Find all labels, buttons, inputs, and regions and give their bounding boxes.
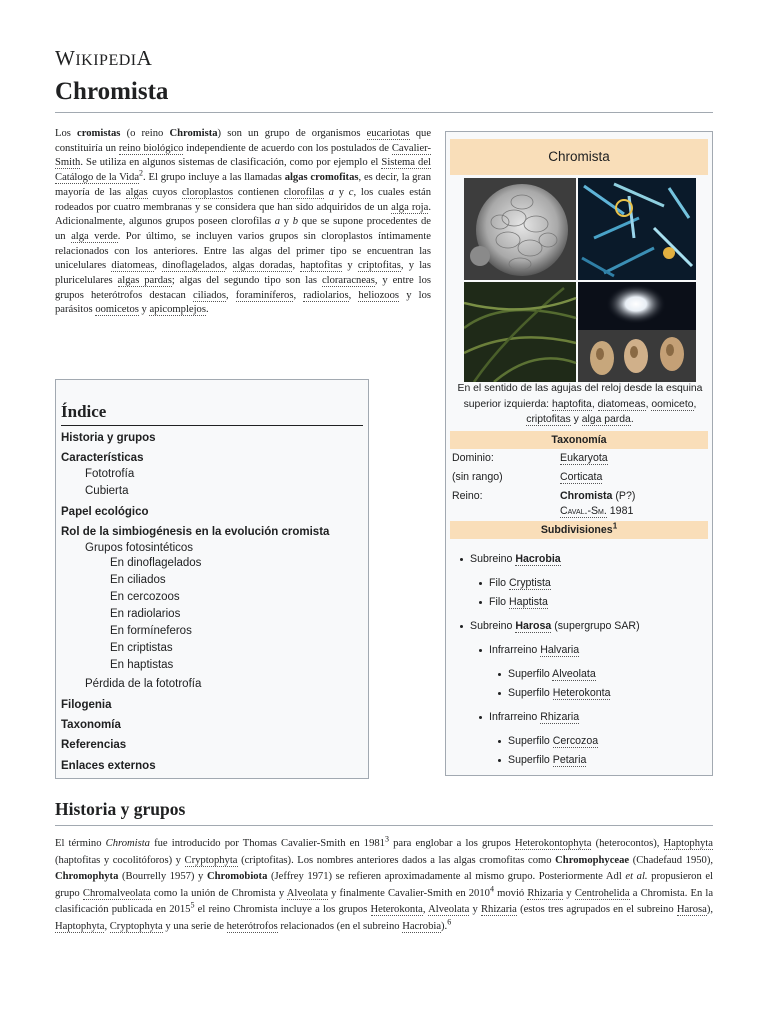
list-item: Subreino Harosa (supergrupo SAR) Infrarreino Halvaria Superfilo Alveolata Superfilo Heterokonta Infrarreino Rhizaria Superfilo Cercozoa Superfilo Petaria: [470, 617, 706, 770]
link-harosa[interactable]: Harosa: [515, 620, 552, 632]
toc-item[interactable]: En formíneferos: [110, 625, 192, 637]
toc-item[interactable]: En ciliados: [110, 574, 166, 586]
list-item: Infrarreino Halvaria Superfilo Alveolata Superfilo Heterokonta: [489, 641, 706, 703]
section-divider: [55, 825, 713, 826]
chromista-collage-image[interactable]: [464, 178, 696, 382]
link-alveolata-hist2[interactable]: Alveolata: [428, 904, 470, 916]
caption-link-diatomeas[interactable]: diatomeas: [597, 398, 646, 410]
toc-item[interactable]: Taxonomía: [61, 719, 121, 731]
list-item: Filo Haptista: [489, 593, 706, 612]
title-divider: [55, 112, 713, 113]
taxobox: [445, 131, 713, 776]
link-harosa-hist[interactable]: Harosa: [676, 904, 707, 916]
toc-item[interactable]: Enlaces externos: [61, 760, 156, 772]
link-criptofitas[interactable]: criptofitas: [357, 260, 401, 272]
toc-item[interactable]: En radiolarios: [110, 608, 181, 620]
link-clorofilas[interactable]: clorofilas: [283, 186, 324, 198]
toc-item[interactable]: Rol de la simbiogénesis en la evolución cromista: [61, 526, 330, 538]
list-item: Filo Cryptista: [489, 574, 706, 593]
caption-link-alga-parda[interactable]: alga parda: [581, 414, 631, 426]
link-heliozoos[interactable]: heliozoos: [358, 289, 400, 301]
subdivisiones-header: Subdivisiones$^1$: [450, 521, 708, 539]
ref-6[interactable]: 6: [447, 917, 452, 927]
link-cavalier-smith[interactable]: Cavalier-Smith: [55, 142, 432, 169]
toc-item[interactable]: Papel ecológico: [61, 506, 149, 518]
link-alveolata-hist[interactable]: Alveolata: [286, 887, 328, 899]
link-heterokonta[interactable]: Heterokonta: [552, 687, 611, 699]
history-paragraph: El término Chromista fue introducido por Thomas Cavalier-Smith en 1981$^3$ para englobar a los grupos Heterokontophyta (heterocontos), Haptophyta (haptofitas y cocolitóforos) y Cryptophyta (criptofitas). Los nombres anteriores dados a las algas cromofitas como Chromophyceae (Chadefaud 1950), Chromophyta (Bourrelly 1957) y Chromobiota (Jeffrey 1971) se refieren aproximadamente al mismo grupo. Posteriormente Adl et al. propusieron el grupo Chromalveolata como la unión de Chromista y Alveolata y finalmente Cavalier-Smith en 2010$^4$ movió Rhizaria y Centrohelida a Chromista. En la clasificación publicada en 2015$^5$ el reino Chromista incluye a los grupos Heterokonta, Alveolata y Rhizaria (estos tres agrupados en el subreino Harosa), Haptophyta, Cryptophyta y una serie de heterótrofos relacionados (en el subreino Hacrobia).$^6$: [55, 834, 714, 932]
toc-title: Índice: [61, 402, 107, 421]
reino-authority: Caval.-Sm. 1981: [560, 505, 634, 517]
toc-item[interactable]: Historia y grupos: [61, 432, 156, 444]
intro-paragraph: Los cromistas (o reino Chromista) son un grupo de organismos eucariotas que constituiría un reino biológico independiente de acuerdo con los postulados de Cavalier-Smith. Se utiliza en algunos sistemas de clasificación, como por ejemplo el Sistema del Catálogo de la Vida$^2$. El grupo incluye a las llamadas algas cromofitas, es decir, la gran mayoría de las algas cuyos cloroplastos contienen clorofilas a y c, los cuales están rodeados por cuatro membranas y se considera que han sido adquiridos de un alga roja. Adicionalmente, algunos grupos poseen clorofilas a y b que se supone procedentes de un alga verde. Por último, se incluyen varios grupos sin cloroplastos íntimamente relacionados con los anteriores. Entre las algas del primer tipo se encuentran las unicelulares diatomeas, dinoflagelados, algas doradas, haptofitas y criptofitas, y las pluricelulares algas pardas; algas del segundo tipo son las cloraracneas, y entre los grupos heterótrofos destacan ciliados, foraminíferos, radiolarios, heliozoos y los parásitos oomicetos y apicomplejos.: [55, 128, 432, 316]
link-cryptista[interactable]: Cryptista: [509, 577, 551, 589]
link-sistema-catalogo[interactable]: Sistema del Catálogo de la Vida: [55, 157, 431, 184]
link-alga-roja[interactable]: alga roja: [391, 201, 429, 213]
term-cromistas: cromistas: [77, 128, 121, 139]
link-hacrobia-hist[interactable]: Hacrobia: [402, 920, 442, 932]
toc-item[interactable]: Características: [61, 452, 144, 464]
link-eucariotas[interactable]: eucariotas: [366, 128, 410, 139]
link-ciliados[interactable]: ciliados: [193, 289, 226, 301]
link-reino-biologico[interactable]: reino biológico: [118, 142, 184, 154]
link-hacrobia[interactable]: Hacrobia: [515, 553, 561, 565]
toc-item[interactable]: Grupos fotosintéticos: [85, 542, 194, 554]
link-haptista[interactable]: Haptista: [509, 596, 548, 608]
link-foraminiferos[interactable]: foraminíferos: [235, 289, 294, 301]
link-haptophyta-hist2[interactable]: Haptophyta: [55, 920, 105, 932]
toc-divider: [61, 425, 363, 426]
toc-item[interactable]: Filogenia: [61, 699, 112, 711]
page-title: Chromista: [55, 78, 169, 105]
ref-2[interactable]: 2: [139, 168, 144, 178]
link-heterotrofos[interactable]: heterótrofos: [226, 920, 278, 932]
list-item: Superfilo Alveolata: [508, 665, 706, 684]
link-dinoflagelados[interactable]: dinoflagelados: [162, 260, 225, 272]
list-item: Subreino Hacrobia Filo Cryptista Filo Haptista: [470, 550, 706, 612]
ref-4[interactable]: 4: [489, 884, 494, 894]
link-cloroplastos[interactable]: cloroplastos: [181, 186, 234, 198]
taxobox-title: Chromista: [450, 139, 708, 175]
list-item: Infrarreino Rhizaria Superfilo Cercozoa Superfilo Petaria: [489, 708, 706, 770]
link-alveolata[interactable]: Alveolata: [552, 668, 596, 680]
toc-item[interactable]: Cubierta: [85, 485, 129, 497]
toc-item[interactable]: En dinoflagelados: [110, 557, 202, 569]
caption-link-criptofitas[interactable]: criptofitas: [526, 414, 571, 426]
link-heterokontophyta[interactable]: Heterokontophyta: [514, 838, 592, 849]
link-algas[interactable]: algas: [125, 186, 148, 198]
link-cercozoa[interactable]: Cercozoa: [552, 735, 599, 747]
link-heterokonta-hist[interactable]: Heterokonta: [370, 904, 423, 916]
list-item: Superfilo Cercozoa: [508, 732, 706, 751]
table-of-contents: [55, 379, 369, 779]
sin-rango-value[interactable]: Corticata: [560, 471, 603, 483]
link-rhizaria-hist[interactable]: Rhizaria: [527, 887, 564, 899]
link-oomicetos[interactable]: oomicetos: [95, 304, 139, 316]
wikipedia-logo[interactable]: WIKIPEDIA: [55, 46, 153, 70]
toc-item[interactable]: En cercozoos: [110, 591, 180, 603]
reino-label: Reino:: [452, 490, 483, 502]
toc-item[interactable]: Referencias: [61, 739, 127, 751]
list-item: Superfilo Heterokonta: [508, 684, 706, 703]
caption-link-oomiceto[interactable]: oomiceto: [651, 398, 694, 410]
taxonomia-header: Taxonomía: [450, 431, 708, 449]
link-halvaria[interactable]: Halvaria: [540, 644, 580, 656]
link-rhizaria[interactable]: Rhizaria: [540, 711, 580, 723]
ref-3[interactable]: 3: [384, 834, 389, 844]
link-alga-verde[interactable]: alga verde: [71, 230, 118, 242]
link-rhizaria-hist2[interactable]: Rhizaria: [480, 904, 517, 916]
dominio-label: Dominio:: [452, 452, 494, 464]
link-algas-doradas[interactable]: algas doradas: [232, 260, 293, 272]
list-item: Superfilo Petaria: [508, 751, 706, 770]
link-cryptophyta[interactable]: Cryptophyta: [184, 854, 238, 866]
ref-1[interactable]: 1: [612, 521, 618, 531]
dominio-value[interactable]: Eukaryota: [560, 452, 608, 464]
link-cloraracneas[interactable]: cloraracneas: [321, 275, 375, 287]
link-haptophyta[interactable]: Haptophyta: [663, 838, 713, 849]
toc-item[interactable]: En haptistas: [110, 659, 174, 671]
link-petaria[interactable]: Petaria: [552, 754, 587, 766]
link-haptofitas[interactable]: haptofitas: [300, 260, 343, 272]
link-apicomplejos[interactable]: apicomplejos: [149, 304, 206, 316]
ref-5[interactable]: 5: [190, 900, 195, 910]
link-cryptophyta-hist2[interactable]: Cryptophyta: [109, 920, 163, 932]
link-algas-pardas[interactable]: algas pardas: [117, 275, 172, 287]
link-radiolarios[interactable]: radiolarios: [303, 289, 349, 301]
link-chromalveolata[interactable]: Chromalveolata: [82, 887, 151, 899]
link-diatomeas[interactable]: diatomeas: [111, 260, 155, 272]
reino-value: Chromista (P?): [560, 490, 636, 502]
toc-item[interactable]: Fototrofía: [85, 468, 135, 480]
toc-item[interactable]: Pérdida de la fototrofía: [85, 678, 202, 690]
authority-link[interactable]: Caval.-Sm.: [560, 505, 607, 517]
sin-rango-label: (sin rango): [452, 471, 503, 483]
caption-link-haptofita[interactable]: haptofita: [551, 398, 592, 410]
subdivisiones-list: [456, 550, 706, 775]
toc-item[interactable]: En criptistas: [110, 642, 173, 654]
section-heading-historia: Historia y grupos: [55, 799, 186, 819]
taxobox-image-caption: En el sentido de las agujas del reloj desde la esquina superior izquierda: haptofita, diatomeas, oomiceto, criptofitas y alga parda.: [457, 383, 703, 426]
link-centrohelida[interactable]: Centrohelida: [574, 887, 630, 899]
